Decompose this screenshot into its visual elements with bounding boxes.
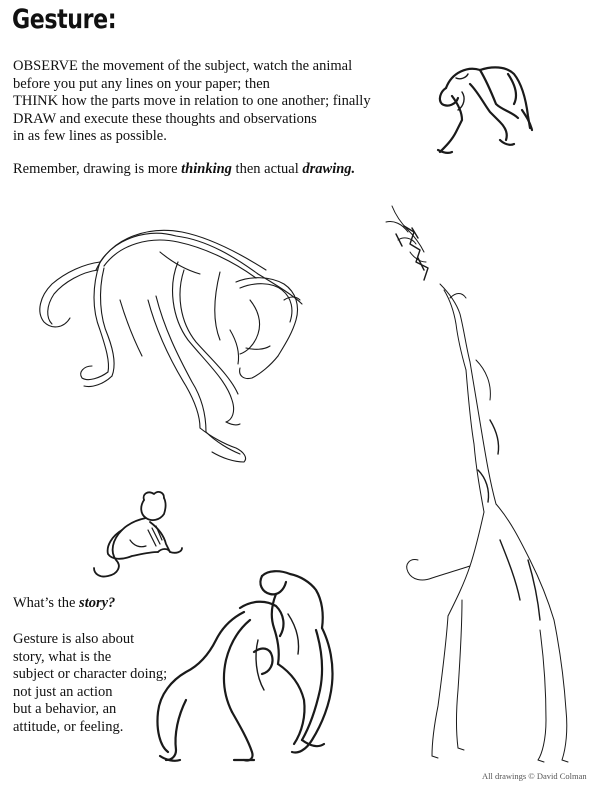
credit-line: All drawings © David Colman [482, 771, 587, 781]
page-title: Gesture: [12, 4, 117, 35]
intro-line: before you put any lines on your paper; then [13, 75, 270, 92]
story-prefix: What’s the [13, 595, 80, 611]
story-line: subject or character doing; [13, 666, 168, 683]
story-emphasis: story? [79, 595, 116, 611]
story-line: but a behavior, an [13, 701, 117, 718]
intro-line: DRAW and execute these thoughts and observations [13, 110, 317, 127]
intro-line: OBSERVE the movement of the subject, watch the animal [13, 58, 353, 74]
cub-sketch [94, 492, 182, 577]
story-line: attitude, or feeling. [13, 718, 124, 735]
giraffe-sketch [386, 206, 568, 762]
intro-line: THINK how the parts move in relation to one another; finally [13, 93, 371, 110]
remember-prefix: Remember, drawing is more [13, 161, 182, 177]
story-line: not just an action [13, 683, 113, 700]
monkey-sketch [438, 67, 532, 152]
remember-emphasis-thinking: thinking [181, 161, 232, 177]
remember-emphasis-drawing: drawing. [302, 161, 356, 177]
lioness-sketch [40, 230, 302, 462]
story-line: Gesture is also about [13, 631, 135, 647]
fighting-bears-sketch [157, 571, 332, 761]
story-line: story, what is the [13, 648, 112, 665]
remember-middle: then actual [231, 161, 303, 177]
intro-line: in as few lines as possible. [13, 128, 167, 145]
